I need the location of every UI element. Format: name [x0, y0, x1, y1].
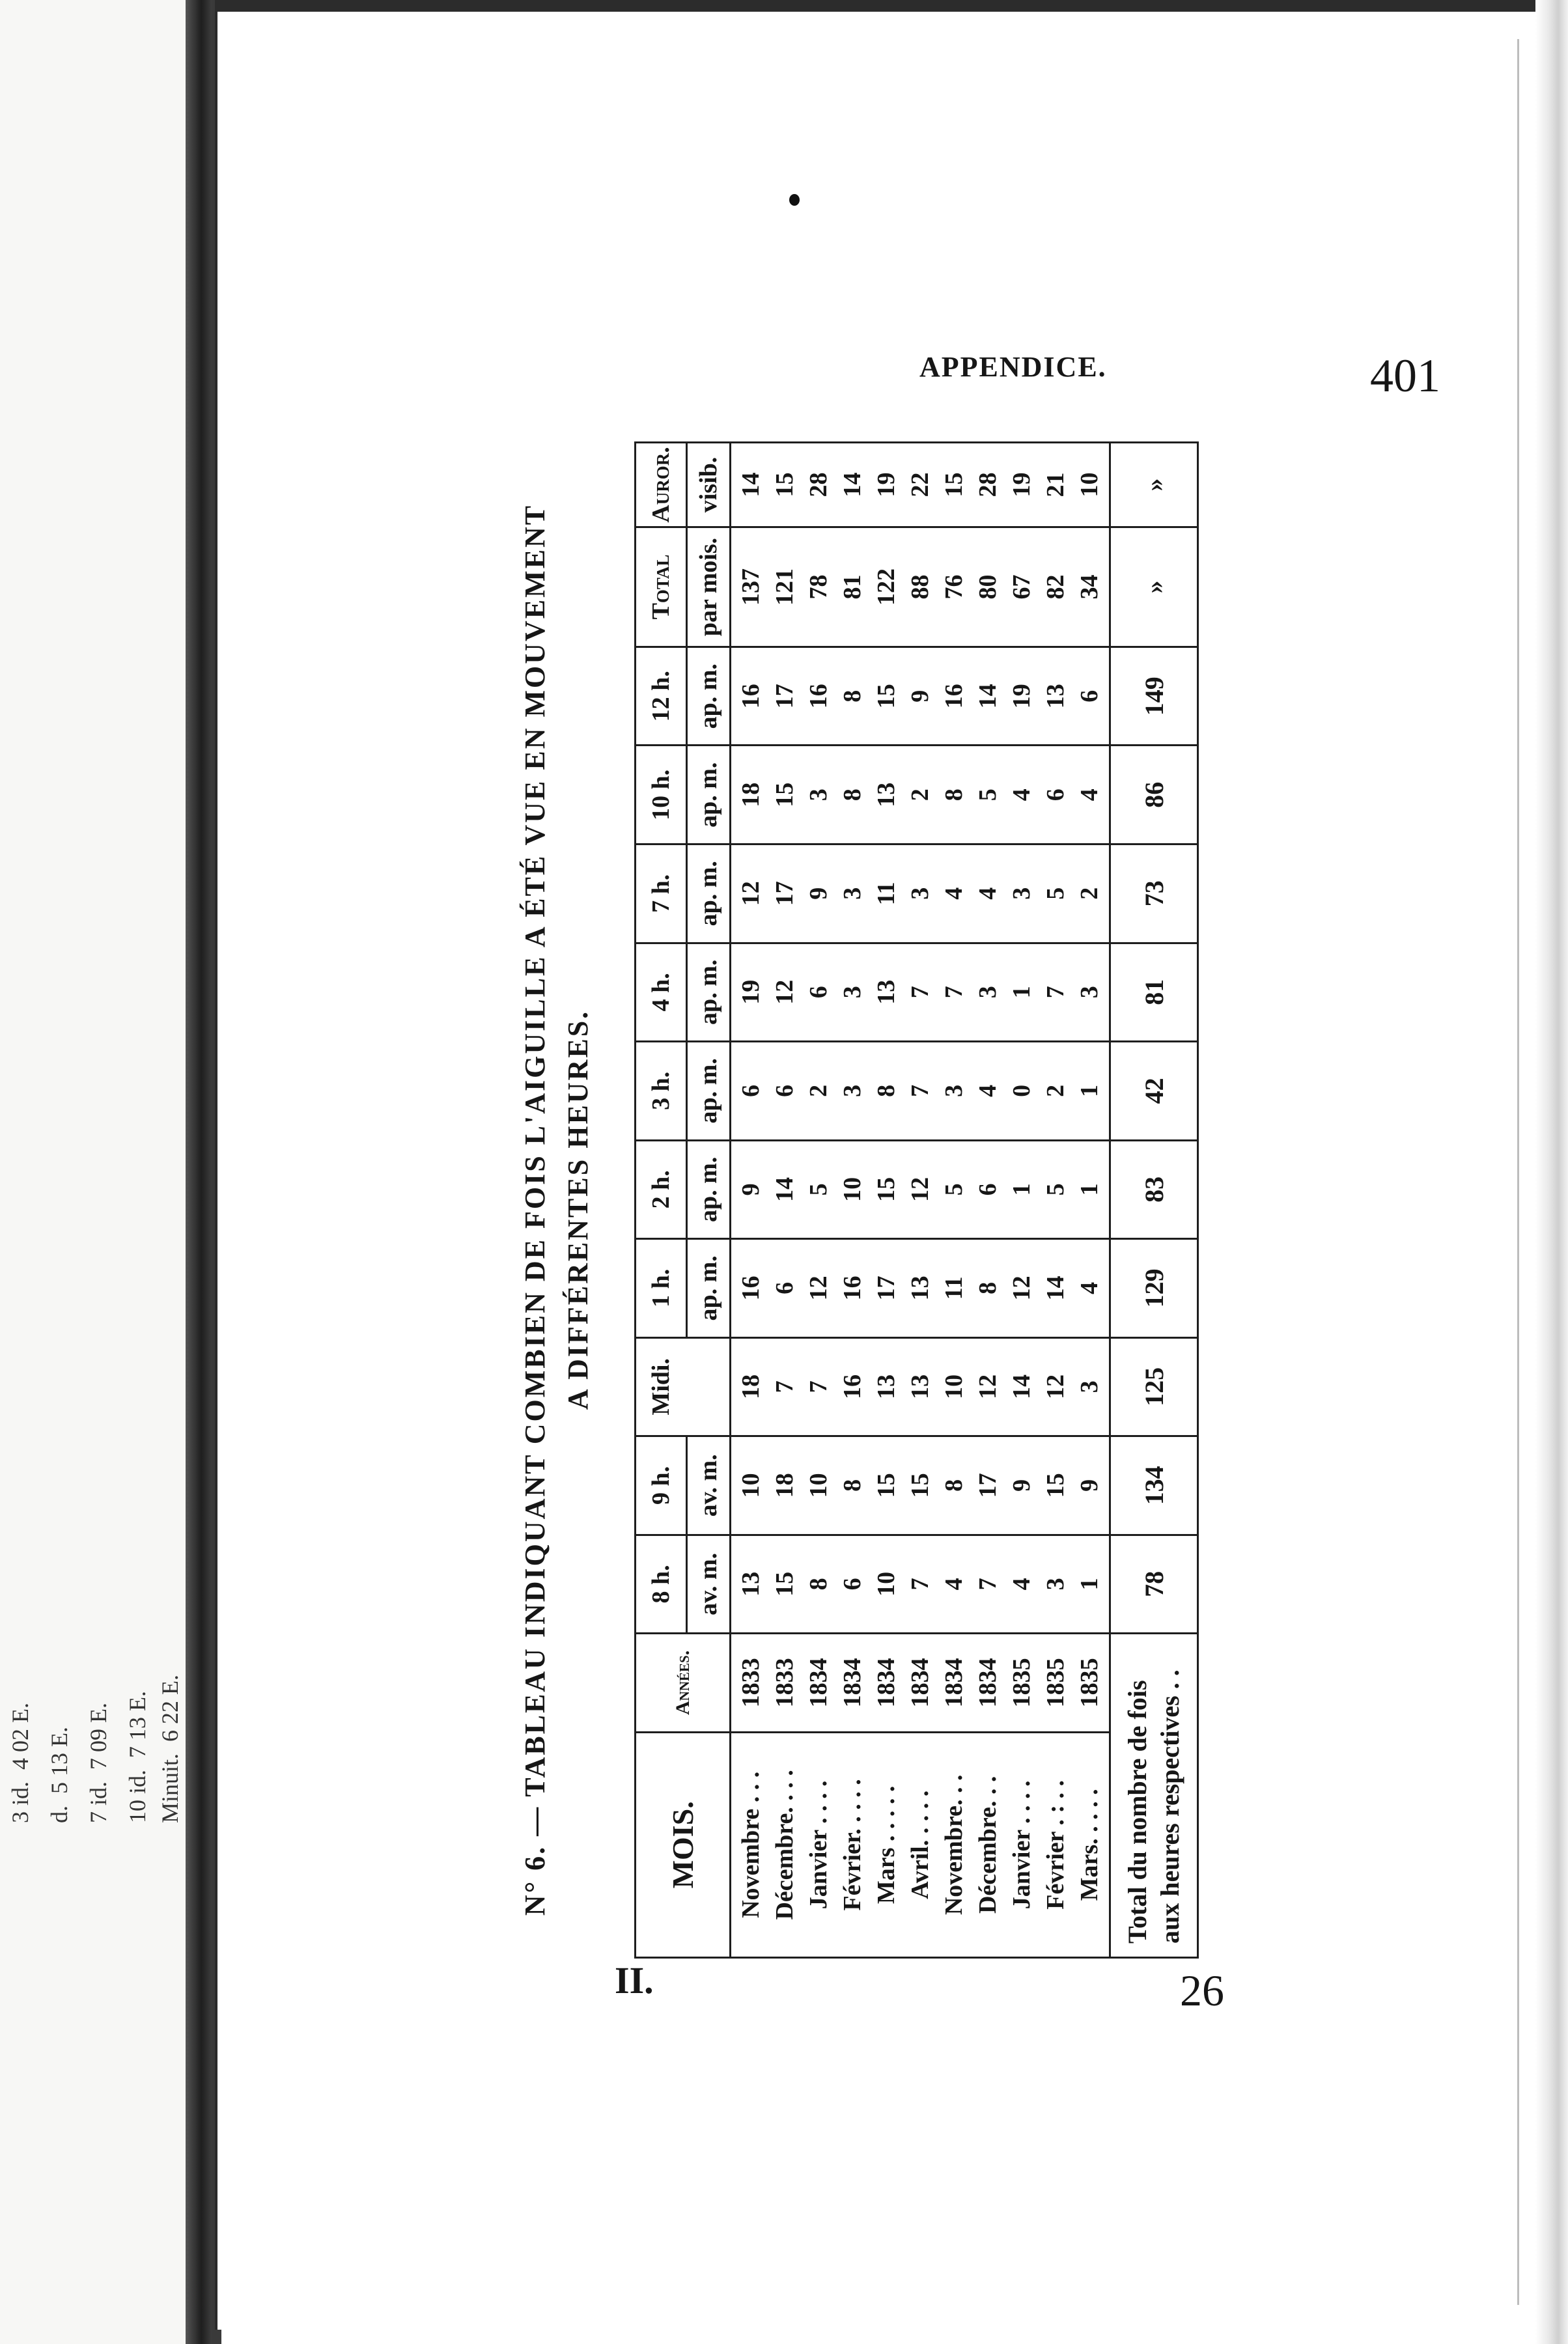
cell-value: 19 — [737, 979, 764, 1005]
hour-value-column — [731, 746, 1110, 844]
monthly-total: 78 — [805, 574, 832, 600]
col-subheader: ap. m. — [687, 1140, 731, 1239]
cell-value: 3 — [839, 887, 866, 900]
year-column — [731, 1634, 1110, 1733]
month-label: Janvier . . . . — [1008, 1780, 1035, 1910]
cell-value: 3 — [839, 1084, 866, 1097]
cell-value: 6 — [839, 1578, 866, 1591]
cell-value: 8 — [839, 690, 866, 703]
cell-value: 8 — [805, 1578, 832, 1591]
page-edge-shadow — [186, 0, 212, 2344]
monthly-total: 34 — [1076, 574, 1103, 600]
cell-value: 12 — [805, 1276, 832, 1301]
total-value: 129 — [1110, 1239, 1198, 1338]
cell-value: 13 — [906, 1276, 934, 1301]
monthly-total: 88 — [906, 574, 934, 600]
cell-value: 8 — [940, 1479, 968, 1492]
cell-value: 16 — [737, 1276, 764, 1301]
cell-value: 4 — [974, 887, 1001, 900]
year-value: 1835 — [1042, 1658, 1069, 1708]
total-value: 134 — [1110, 1436, 1198, 1535]
table-caption — [517, 441, 596, 1978]
aurora-count: 10 — [1076, 472, 1103, 497]
month-label: Février. . . . . — [839, 1779, 866, 1911]
cell-value: 1 — [1076, 1578, 1103, 1591]
cell-value: 16 — [737, 684, 764, 709]
cell-value: 15 — [873, 684, 900, 709]
col-header-hour: 3 h. — [636, 1042, 687, 1141]
month-label: Février . : . . — [1042, 1779, 1069, 1910]
facing-page-text: 10 id. 7 13 E. — [124, 1690, 150, 1823]
month-label: Mars. . . . . — [1076, 1789, 1103, 1901]
total-value: 78 — [1110, 1535, 1198, 1634]
cell-value: 17 — [974, 1473, 1001, 1498]
monthly-total: 81 — [839, 574, 866, 600]
cell-value: 16 — [839, 1374, 866, 1399]
cell-value: 17 — [771, 684, 798, 709]
page-fold-line — [1517, 39, 1519, 2305]
aurora-count: 22 — [906, 472, 934, 497]
cell-value: 15 — [1042, 1473, 1069, 1498]
year-value: 1834 — [940, 1658, 968, 1708]
page-right-edge — [1535, 0, 1568, 2344]
cell-value: 4 — [940, 1578, 968, 1591]
col-header-hour: 1 h. — [636, 1239, 687, 1338]
cell-value: 3 — [1042, 1578, 1069, 1591]
month-label: Avril. . . . . — [906, 1790, 934, 1899]
hour-value-column — [731, 1042, 1110, 1141]
total-value: 73 — [1110, 844, 1198, 943]
total-total: » — [1110, 527, 1198, 647]
cell-value: 3 — [1076, 1380, 1103, 1393]
cell-value: 17 — [873, 1276, 900, 1301]
aurora-count: 15 — [771, 472, 798, 497]
header-row — [636, 443, 687, 1958]
cell-value: 8 — [873, 1084, 900, 1097]
year-value: 1834 — [839, 1658, 866, 1708]
col-header-annees: Années. — [636, 1634, 731, 1733]
scan-top-shadow — [215, 0, 1568, 12]
cell-value: 7 — [805, 1380, 832, 1393]
total-value: 81 — [1110, 943, 1198, 1042]
monthly-total: 76 — [940, 574, 968, 600]
running-head: APPENDICE. — [919, 351, 1107, 383]
col-header-auror: Auror. — [636, 443, 687, 527]
facing-page-text: Minuit. 6 22 E. — [157, 1674, 183, 1823]
monthly-total: 67 — [1008, 574, 1035, 600]
cell-value: 1 — [1008, 986, 1035, 999]
cell-value: 6 — [805, 986, 832, 999]
cell-value: 3 — [906, 887, 934, 900]
cell-value: 5 — [1042, 1183, 1069, 1196]
cell-value: 12 — [974, 1374, 1001, 1399]
year-value: 1834 — [974, 1658, 1001, 1708]
facing-page-text: 3 id. 4 02 E. — [7, 1702, 33, 1823]
cell-value: 12 — [1008, 1276, 1035, 1301]
monthly-total: 82 — [1042, 574, 1069, 600]
cell-value: 3 — [974, 986, 1001, 999]
cell-value: 8 — [839, 1479, 866, 1492]
cell-value: 14 — [1042, 1276, 1069, 1301]
cell-value: 4 — [1008, 788, 1035, 802]
cell-value: 7 — [974, 1578, 1001, 1591]
cell-value: 15 — [771, 1571, 798, 1597]
book-page — [215, 12, 1546, 2330]
ink-spot — [789, 194, 800, 206]
cell-value: 7 — [906, 986, 934, 999]
hour-value-column — [731, 1337, 1110, 1436]
facing-page-text: d. 5 13 E. — [46, 1727, 72, 1823]
cell-value: 13 — [873, 782, 900, 807]
cell-value: 12 — [1042, 1374, 1069, 1399]
hour-value-column — [731, 943, 1110, 1042]
cell-value: 3 — [839, 986, 866, 999]
cell-value: 16 — [839, 1276, 866, 1301]
cell-value: 6 — [1076, 690, 1103, 703]
cell-value: 1 — [1076, 1084, 1103, 1097]
cell-value: 6 — [771, 1281, 798, 1294]
col-header-hour: 4 h. — [636, 943, 687, 1042]
total-value: 86 — [1110, 746, 1198, 844]
year-value: 1834 — [873, 1658, 900, 1708]
cell-value: 2 — [906, 788, 934, 802]
col-subheader: ap. m. — [687, 844, 731, 943]
month-label: Décembre. . . . — [771, 1770, 798, 1920]
cell-value: 12 — [771, 979, 798, 1005]
cell-value: 8 — [940, 788, 968, 802]
monthly-total: 121 — [771, 568, 798, 606]
monthly-total: 122 — [873, 568, 900, 606]
cell-value: 17 — [771, 881, 798, 906]
cell-value: 9 — [805, 887, 832, 900]
cell-value: 10 — [873, 1571, 900, 1597]
cell-value: 5 — [805, 1183, 832, 1196]
cell-value: 15 — [873, 1473, 900, 1498]
year-value: 1834 — [906, 1658, 934, 1708]
cell-value: 18 — [737, 782, 764, 807]
cell-value: 7 — [906, 1578, 934, 1591]
cell-value: 15 — [771, 782, 798, 807]
monthly-total: 80 — [974, 574, 1001, 600]
cell-value: 14 — [1008, 1374, 1035, 1399]
cell-value: 3 — [1076, 986, 1103, 999]
cell-value: 4 — [1076, 788, 1103, 802]
cell-value: 8 — [839, 788, 866, 802]
cell-value: 5 — [940, 1183, 968, 1196]
aurora-count: 21 — [1042, 472, 1069, 497]
col-subheader: ap. m. — [687, 943, 731, 1042]
month-label: Novembre . . . — [737, 1771, 764, 1918]
col-header-hour: 12 h. — [636, 647, 687, 746]
cell-value: 1 — [1076, 1183, 1103, 1196]
total-value: 83 — [1110, 1140, 1198, 1239]
page-number: 401 — [1370, 350, 1440, 402]
cell-value: 13 — [737, 1571, 764, 1597]
cell-value: 4 — [974, 1084, 1001, 1097]
data-table — [634, 441, 1199, 1959]
total-value: 125 — [1110, 1337, 1198, 1436]
cell-value: 19 — [1008, 684, 1035, 709]
col-header-hour: 7 h. — [636, 844, 687, 943]
cell-value: 8 — [974, 1281, 1001, 1294]
cell-value: 7 — [906, 1084, 934, 1097]
cell-value: 1 — [1008, 1183, 1035, 1196]
col-header-total: Total — [636, 527, 687, 647]
col-subheader: ap. m. — [687, 746, 731, 844]
auror-column — [731, 443, 1110, 527]
totals-label — [1110, 1634, 1198, 1958]
cell-value: 6 — [737, 1084, 764, 1097]
aurora-count: 19 — [873, 472, 900, 497]
cell-value: 0 — [1008, 1084, 1035, 1097]
year-value: 1834 — [805, 1658, 832, 1708]
col-subheader: par mois. — [687, 527, 731, 647]
total-value: 42 — [1110, 1042, 1198, 1141]
cell-value: 10 — [805, 1473, 832, 1498]
cell-value: 7 — [771, 1380, 798, 1393]
totals-row — [1110, 443, 1198, 1958]
cell-value: 5 — [1042, 887, 1069, 900]
col-subheader: ap. m. — [687, 1042, 731, 1141]
month-label: Novembre. . . — [940, 1774, 968, 1916]
cell-value: 18 — [737, 1374, 764, 1399]
year-value: 1835 — [1076, 1658, 1103, 1708]
cell-value: 11 — [873, 882, 900, 906]
col-subheader: av. m. — [687, 1436, 731, 1535]
cell-value: 2 — [1042, 1084, 1069, 1097]
year-value: 1835 — [1008, 1658, 1035, 1708]
col-subheader: av. m. — [687, 1535, 731, 1634]
hour-value-column — [731, 1535, 1110, 1634]
signature-number: 26 — [1180, 1966, 1224, 2015]
cell-value: 10 — [839, 1177, 866, 1202]
caption-line-2: A DIFFÉRENTES HEURES. — [562, 1009, 594, 1410]
col-header-mois: MOIS. — [636, 1732, 731, 1957]
hour-value-column — [731, 844, 1110, 943]
cell-value: 18 — [771, 1473, 798, 1498]
aurora-count: 14 — [839, 472, 866, 497]
cell-value: 13 — [906, 1374, 934, 1399]
rotated-table-block — [517, 441, 1403, 1978]
month-label: Décembre. . . — [974, 1776, 1001, 1914]
cell-value: 3 — [1008, 887, 1035, 900]
hour-value-column — [731, 1239, 1110, 1338]
cell-value: 6 — [1042, 788, 1069, 802]
col-subheader: ap. m. — [687, 647, 731, 746]
body-row — [731, 443, 1110, 1958]
cell-value: 15 — [873, 1177, 900, 1202]
cell-value: 11 — [940, 1276, 968, 1300]
cell-value: 7 — [940, 986, 968, 999]
cell-value: 4 — [1008, 1578, 1035, 1591]
cell-value: 10 — [737, 1473, 764, 1498]
cell-value: 6 — [771, 1084, 798, 1097]
cell-value: 3 — [805, 788, 832, 802]
cell-value: 5 — [974, 788, 1001, 802]
monthly-total: 137 — [737, 568, 764, 606]
cell-value: 2 — [1076, 887, 1103, 900]
cell-value: 14 — [771, 1177, 798, 1202]
cell-value: 12 — [906, 1177, 934, 1202]
cell-value: 6 — [974, 1183, 1001, 1196]
facing-page-text: 7 id. 7 09 E. — [85, 1702, 111, 1823]
hour-value-column — [731, 647, 1110, 746]
col-header-hour: 9 h. — [636, 1436, 687, 1535]
cell-value: 7 — [1042, 986, 1069, 999]
total-auror: » — [1110, 443, 1198, 527]
cell-value: 15 — [906, 1473, 934, 1498]
hour-value-column — [731, 1436, 1110, 1535]
cell-value: 9 — [1008, 1479, 1035, 1492]
month-label: Mars . . . . . — [873, 1785, 900, 1904]
aurora-count: 15 — [940, 472, 968, 497]
aurora-count: 28 — [805, 472, 832, 497]
hour-value-column — [731, 1140, 1110, 1239]
cell-value: 16 — [805, 684, 832, 709]
cell-value: 4 — [1076, 1281, 1103, 1294]
cell-value: 9 — [906, 690, 934, 703]
cell-value: 9 — [737, 1183, 764, 1196]
cell-value: 12 — [737, 881, 764, 906]
cell-value: 2 — [805, 1084, 832, 1097]
cell-value: 13 — [1042, 684, 1069, 709]
col-header-hour: 8 h. — [636, 1535, 687, 1634]
col-subheader: ap. m. — [687, 1239, 731, 1338]
cell-value: 9 — [1076, 1479, 1103, 1492]
col-header-hour: Midi. — [636, 1337, 731, 1436]
aurora-count: 28 — [974, 472, 1001, 497]
totals-label-line: Total du nombre de fois — [1123, 1680, 1152, 1944]
facing-page-fragment — [0, 0, 186, 2344]
col-header-hour: 10 h. — [636, 746, 687, 844]
cell-value: 14 — [974, 684, 1001, 709]
cell-value: 16 — [940, 684, 968, 709]
cell-value: 13 — [873, 979, 900, 1005]
month-column — [731, 1732, 1110, 1957]
cell-value: 13 — [873, 1374, 900, 1399]
year-value: 1833 — [771, 1658, 798, 1708]
totals-label-line: aux heures respectives . . — [1155, 1669, 1184, 1944]
caption-line-1: N° 6. — TABLEAU INDIQUANT COMBIEN DE FOIS L'AIGUILLE A ÉTÉ VUE EN MOUVEMENT — [519, 503, 551, 1916]
total-column — [731, 527, 1110, 647]
aurora-count: 19 — [1008, 472, 1035, 497]
cell-value: 10 — [940, 1374, 968, 1399]
cell-value: 4 — [940, 887, 968, 900]
month-label: Janvier . . . . — [805, 1780, 832, 1910]
col-subheader: visib. — [687, 443, 731, 527]
cell-value: 3 — [940, 1084, 968, 1097]
aurora-count: 14 — [737, 472, 764, 497]
total-value: 149 — [1110, 647, 1198, 746]
year-value: 1833 — [737, 1658, 764, 1708]
col-header-hour: 2 h. — [636, 1140, 687, 1239]
signature-mark: II. — [615, 1959, 654, 2002]
